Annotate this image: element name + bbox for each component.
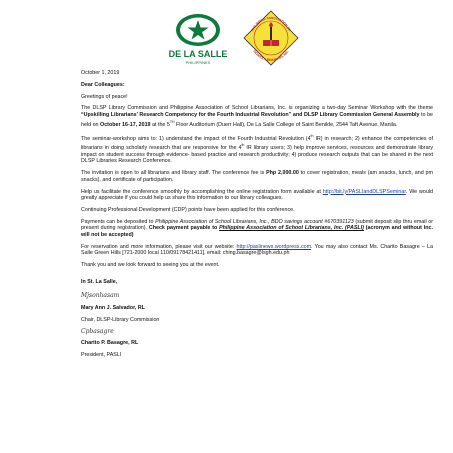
- signatory-title-1: Chair, DLSP-Library Commission: [81, 316, 160, 323]
- paragraph-fee: The invitation is open to all librarians and library staff. The conference fee is Php 2,000.00 to cover registration, meals (am snacks, lunch, and pm snacks), and certificate of participation.: [81, 170, 433, 183]
- signature-block-1: [81, 293, 433, 323]
- pasli-logo-text-top: PHILIPPINE ASSOCIATION OF: [250, 15, 292, 32]
- de-la-salle-logo: [163, 10, 233, 70]
- signatory-title-2: President, PASLI: [81, 352, 122, 359]
- letter-date: October 1, 2019: [81, 70, 120, 76]
- paragraph-aims: The seminar-workshop aims to: 1) understand the impact of the Fourth Industrial Revolution (4th IR) in research; 2) enhance the competencies of librarians in doing scholarly research that are responsive for the 4th IR library users; 3) help improve services, resources and demonstrate library impact on student success through evidence- based practice and research productivity; 4) produce research outputs that can be shared in the next DLSP Libraries Research Conference.: [81, 134, 434, 165]
- closing: In St. La Salle,: [81, 278, 118, 285]
- pasli-logo-text-bottom: SCHOOL LIBRARIANS, INC.: [252, 49, 290, 63]
- dls-logo-subtext: PHILIPPINES: [185, 60, 211, 65]
- signature-script-2: Cpbasagre: [81, 327, 114, 335]
- salutation: Dear Colleagues:: [81, 81, 125, 88]
- dls-logo-text: DE LA SALLE: [168, 49, 228, 59]
- paragraph-intro: The DLSP Library Commission and Philippine Association of School Librarians, Inc. is organizing a two-day Seminar Workshop with the theme “Upskilling Librarians' Research Competency for the Fourth Industrial Revolution” and DLSP Library Commission General Assembly to be held on October 16-17, 2019 at the 5TH Floor Auditorium (Duerr Hall), De La Salle College of Saint Benilde, 2544 Taft Avenue, Manila.: [81, 105, 434, 128]
- signatory-name-1: Mary Ann J. Salvador, RL: [81, 305, 145, 312]
- paragraph-payment: Payments can be deposited to Philippine Association of School Librarians, Inc., BDO savings account #670391123 (submit deposit slip thru email or present during registration). Check payment payable to Philippine Association of School Librarians, Inc. (PASLI) (acronym and without Inc. will not be accepted): [81, 218, 434, 238]
- greeting: Greetings of peace!: [81, 93, 128, 100]
- paragraph-contact: For reservation and more information, please visit our website: http://paslinews.wordpress.com. You may also contact Ms. Charito Basagre – La Salle Green Hills [721-2000 local 110/09178421411], email: ching.basagre@lsgh.edu.ph: [81, 243, 433, 257]
- website-link[interactable]: http://paslinews.wordpress.com: [236, 243, 312, 250]
- letterhead-logos: [0, 10, 453, 70]
- paragraph-thanks: Thank you and we look forward to seeing you at the event.: [81, 262, 220, 269]
- signature-block-2: [81, 329, 433, 359]
- signature-script-1: Mjsonhasam: [81, 292, 120, 300]
- registration-link[interactable]: http://bit.ly/PASLIandDLSPSeminar: [322, 188, 406, 195]
- paragraph-cpd: Continuing Professional Development (CDP) points have been applied for this conference.: [81, 206, 295, 213]
- signatory-name-2: Charito P. Basagre, RL: [81, 340, 139, 347]
- pasli-logo: [243, 10, 299, 66]
- letter-body: [81, 70, 433, 364]
- paragraph-registration: Help us facilitate the conference smoothly by accomplishing the online registration form available at http://bit.ly/PASLIandDLSPSeminar. We would greatly appreciate if you could help us share this information to our library colleagues.: [81, 188, 433, 202]
